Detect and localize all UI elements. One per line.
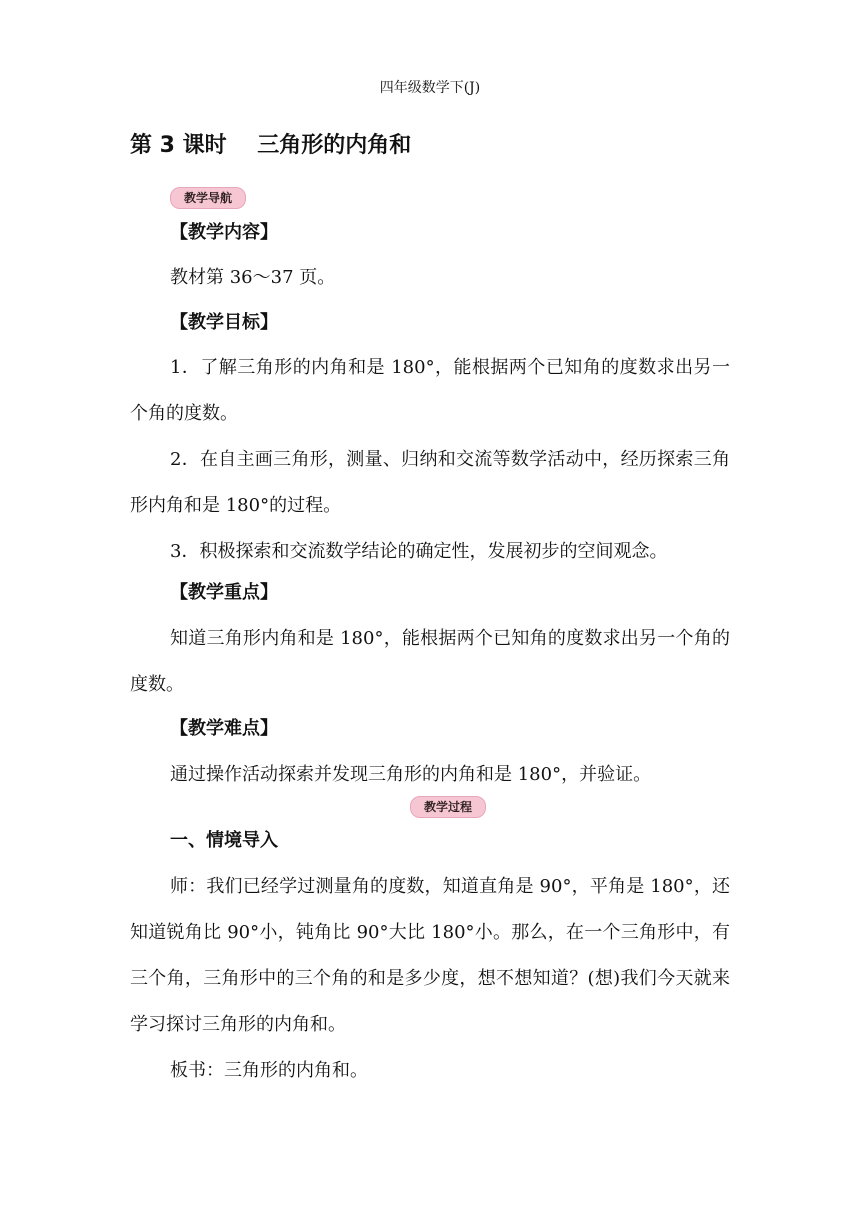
teaching-goals-heading: 【教学目标】 xyxy=(170,312,278,333)
teaching-focus-text: 知道三角形内角和是 180°，能根据两个已知角的度数求出另一个角的度数。 xyxy=(130,628,730,695)
lesson-title: 第 3 课时 三角形的内角和 xyxy=(130,133,412,158)
intro-paragraph: 师：我们已经学过测量角的度数，知道直角是 90°，平角是 180°，还知道锐角比 90°小，钝角比 90°大比 180°小。那么，在一个三角形中，有三个角，三角形中的三个角的和是多少度，想不想知道？(想)我们今天就来学习探讨三角形的内角和。 xyxy=(130,876,730,1035)
teaching-content-heading: 【教学内容】 xyxy=(170,222,278,243)
goal-3: 3．积极探索和交流数学结论的确定性，发展初步的空间观念。 xyxy=(170,541,668,562)
page-header: 四年级数学下(J) xyxy=(379,80,481,96)
teaching-difficulty-text: 通过操作活动探索并发现三角形的内角和是 180°，并验证。 xyxy=(170,764,652,785)
board-writing-text: 板书：三角形的内角和。 xyxy=(170,1060,368,1081)
teaching-guide-badge: 教学导航 xyxy=(170,187,246,209)
intro-section-heading: 一、情境导入 xyxy=(170,830,278,851)
teaching-focus-heading: 【教学重点】 xyxy=(170,582,278,603)
teaching-process-badge: 教学过程 xyxy=(410,796,486,818)
teaching-difficulty-heading: 【教学难点】 xyxy=(170,718,278,739)
goal-1: 1．了解三角形的内角和是 180°，能根据两个已知角的度数求出另一个角的度数。 xyxy=(130,357,730,424)
goal-2: 2．在自主画三角形，测量、归纳和交流等数学活动中，经历探索三角形内角和是 180°的过程。 xyxy=(130,449,730,516)
teaching-content-text: 教材第 36～37 页。 xyxy=(170,267,336,288)
